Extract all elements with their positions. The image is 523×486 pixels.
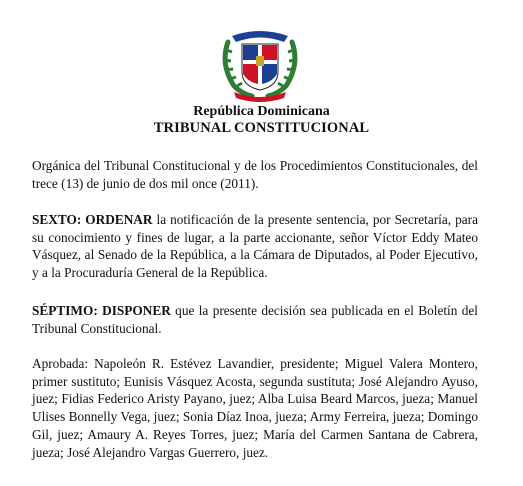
coat-of-arms-seal	[218, 20, 302, 102]
paragraph-sexto	[32, 211, 478, 282]
septimo-text: que la presente decisión sea publicada en el Boletín del Tribunal Constitucional.	[32, 303, 478, 336]
septimo-heading: SÉPTIMO: DISPONER	[32, 303, 171, 318]
paragraph-law-reference: Orgánica del Tribunal Constitucional y de los Procedimientos Constitucionales, del trece (13) de junio de dos mil once (2011).	[32, 158, 478, 191]
sexto-heading: SEXTO: ORDENAR	[32, 212, 153, 227]
paragraph-approval: Aprobada: Napoleón R. Estévez Lavandier, presidente; Miguel Valera Montero, primer sustituto; Eunisis Vásquez Acosta, segunda sustituta; José Alejandro Ayuso, juez; Fidias Federico Aristy Payano, juez; Alba Luisa Beard Marcos, jueza; Manuel Ulises Bonnelly Vega, juez; Sonia Díaz Inoa, jueza; Army Ferreira, jueza; Domingo Gil, juez; Amaury A. Reyes Torres, juez; María del Carmen Santana de Cabrera, jueza; José Alejandro Vargas Guerrero, juez.	[32, 356, 478, 460]
institution-heading: TRIBUNAL CONSTITUCIONAL	[153, 120, 370, 136]
paragraph-septimo	[32, 302, 478, 337]
sexto-text: la notificación de la presente sentencia, por Secretaría, para su conocimiento y fines de lugar, a la parte accionante, señor Víctor Eddy Mateo Vásquez, al Senado de la República, a la Cámara de Diputados, al Poder Ejecutivo, y a la Procuraduría General de la República.	[32, 212, 478, 281]
country-heading: República Dominicana	[193, 104, 330, 119]
